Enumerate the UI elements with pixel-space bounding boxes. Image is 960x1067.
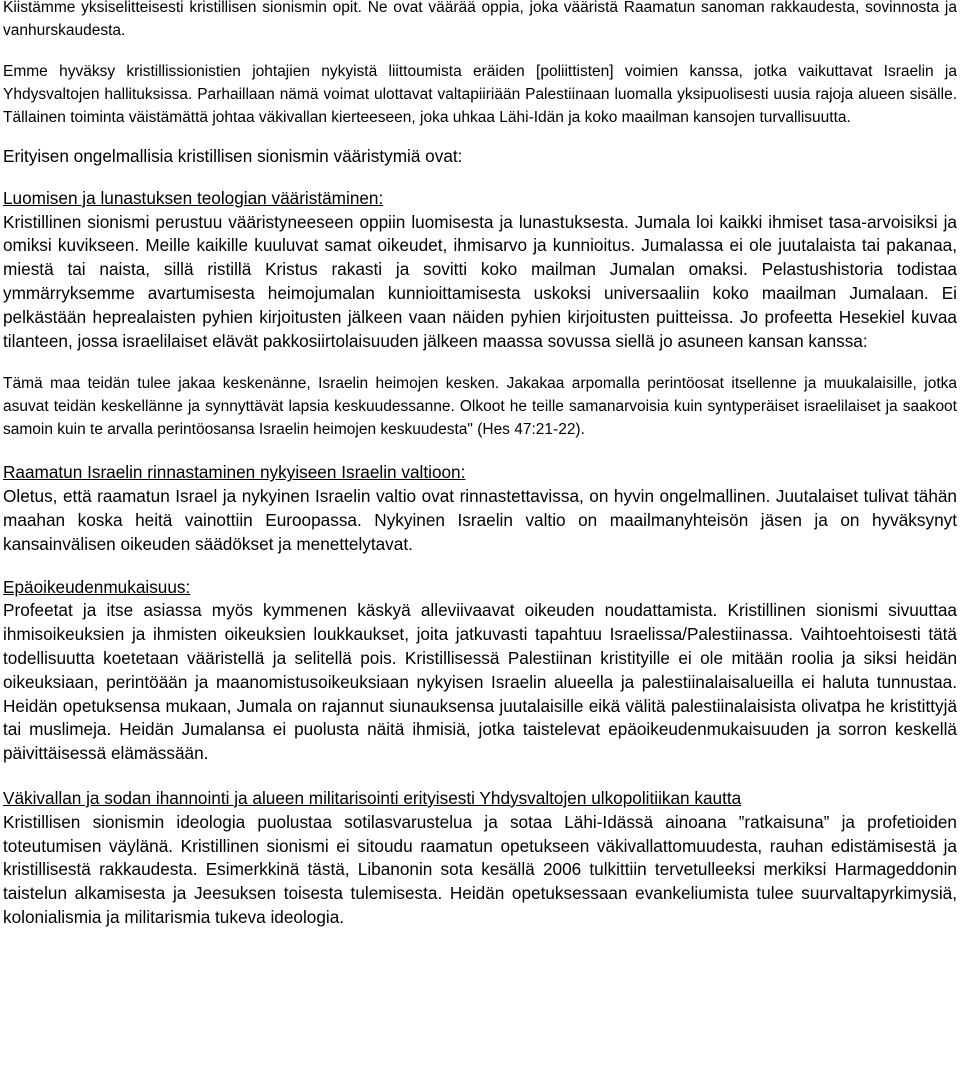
quote-hesekiel: Tämä maa teidän tulee jakaa keskenänne, Israelin heimojen kesken. Jakakaa arpomalla perintöosat itsellenne ja muukalaisille, jotka asuvat teidän keskellänne ja synnyttävät lapsia keskuudessanne. Olkoot he teille samanarvoisia kuin syntyperäiset israelilaiset ja saakoot samoin kuin te arvalla perintöosansa Israelin heimojen keskuudesta" (Hes 47:21-22). bbox=[3, 375, 957, 439]
section-body-violence: Kristillisen sionismin ideologia puolustaa sotilasvarustelua ja sotaa Lähi-Idässä ainoana ”ratkaisuna” ja profetioiden toteutumisen väylänä. Kristillinen sionismi ei sitoudu raamatun opetukseen väkivallattomuudesta, rauhan edistämisestä ja kristillisestä rakkaudesta. Esimerkkinä tästä, Libanonin sota kesällä 2006 tulkittiin tervetulleeksi merkiksi Harmageddonin taistelun alkamisesta ja Jeesuksen toisesta tulemisesta. Heidän opetuksessaan evankeliumista tulee suurvaltapyrkimysiä, kolonialismia ja militarismia tukeva ideologia. bbox=[3, 811, 957, 927]
section-heading-violence: Väkivallan ja sodan ihannointi ja alueen militarisointi erityisesti Yhdysvaltojen ulkopolitiikan kautta bbox=[3, 787, 742, 808]
section-heading-injustice: Epäoikeudenmukaisuus: bbox=[3, 576, 191, 597]
section-body-israel: Oletus, että raamatun Israel ja nykyinen Israelin valtio ovat rinnastettavissa, on hyvin ongelmallinen. Juutalaiset tulivat tähän maahan koska heitä vainottiin Euroopassa. Nykyinen Israelin valtio on maailmanyhteisön jäsen ja on hyväksynyt kansainvälisen oikeuden säädökset ja menettelytavat. bbox=[3, 486, 957, 554]
section-heading-israel: Raamatun Israelin rinnastaminen nykyiseen Israelin valtioon: bbox=[3, 462, 466, 483]
section-intro: Erityisen ongelmallisia kristillisen sionismin vääristymiä ovat: bbox=[3, 146, 463, 166]
section-body-injustice: Profeetat ja itse asiassa myös kymmenen käskyä alleviivaavat oikeuden noudattamista. Kristillinen sionismi sivuuttaa ihmisoikeuksien ja ihmisten oikeuksien loukkaukset, joita jatkuvasti tapahtuu Israelissa/Palestiinassa. Vaihtoehtoisesti tätä todellisuutta koetetaan vääristellä ja selitellä pois. Kristillisessä Palestiinan kristityille ei ole mitään roolia ja siksi heidän oikeuksiaan, perintöään ja maanomistusoikeuksiaan nykyisen Israelin alueella ja palestiinalaisalueilla ei haluta tunnustaa. Heidän opetuksensa mukaan, Jumala on rajannut siunauksensa juutalaisille eikä välitä palestiinalaisista olivatpa he kristittyjä tai muslimeja. Heidän Jumalansa ei puolusta näitä ihmisiä, jotka taistelevat epäoikeudenmukaisuuden ja sorron keskellä päivittäisessä elämässään. bbox=[3, 600, 957, 764]
paragraph-alliances: Emme hyväksy kristillissionistien johtajien nykyistä liittoumista eräiden [poliittisten] voimien kanssa, jotka vaikuttavat Israelin ja Yhdysvaltojen hallituksissa. Parhaillaan nämä voimat ulottavat valtapiiriään Palestiinaan luomalla yksipuolisesti uusia rajoja alueen sisälle. Tällainen toiminta väistämättä johtaa väkivallan kierteeseen, joka uhkaa Lähi-Idän ja koko maailman kansojen turvallisuutta. bbox=[3, 63, 957, 126]
document-page bbox=[3, 0, 957, 930]
section-body-creation: Kristillinen sionismi perustuu vääristyneeseen oppiin luomisesta ja lunastuksesta. Jumala loi kaikki ihmiset tasa-arvoisiksi ja omiksi kuvikseen. Meille kaikille kuuluvat samat oikeudet, ihmisarvo ja kunnioitus. Jumalassa ei ole juutalaista tai pakanaa, miestä tai naista, sillä ristillä Kristus rakasti ja sovitti koko mailman Jumalan omaksi. Pelastushistoria todistaa ymmärryksemme avartumisesta heimojumalan kunnioittamisesta uskoksi universaaliin koko maailman Jumalaan. Ei pelkästään heprealaisten pyhien kirjoitusten jälkeen vaan näiden pyhien kirjoitusten puitteissa. Jo profeetta Hesekiel kuvaa tilanteen, jossa israelilaiset elävät pakkosiirtolaisuuden jälkeen maassa sovussa siellä jo asuneen kansan kanssa: bbox=[3, 211, 957, 351]
section-heading-creation: Luomisen ja lunastuksen teologian vääristäminen: bbox=[3, 187, 384, 208]
paragraph-rejection: Kiistämme yksiselitteisesti kristillisen sionismin opit. Ne ovat väärää oppia, joka vääristä Raamatun sanoman rakkaudesta, sovinnosta ja vanhurskaudesta. bbox=[3, 0, 957, 39]
